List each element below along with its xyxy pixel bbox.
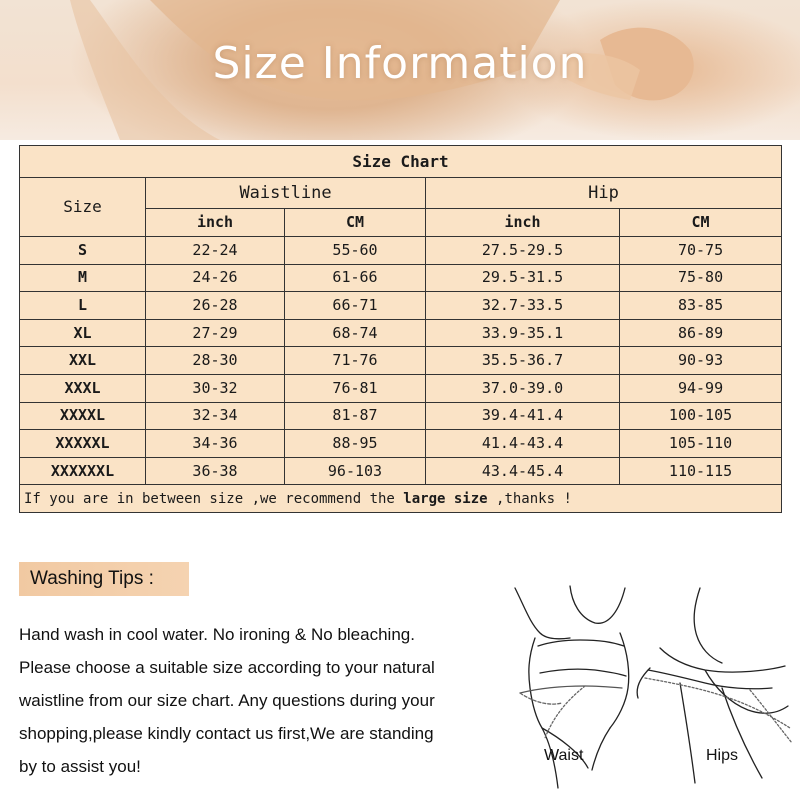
hip-inch-cell: 27.5-29.5 — [426, 237, 620, 265]
waist-cm-cell: 66-71 — [285, 292, 426, 320]
waist-inch-cell: 27-29 — [146, 319, 285, 347]
washing-line: Hand wash in cool water. No ironing & No bleaching. — [19, 625, 415, 644]
table-row — [20, 457, 782, 485]
hip-cm-cell: 86-89 — [620, 319, 782, 347]
waist-cm-cell: 81-87 — [285, 402, 426, 430]
hip-inch-cell: 39.4-41.4 — [426, 402, 620, 430]
size-cell: XXL — [20, 347, 146, 375]
note-suffix: ,thanks ! — [487, 490, 572, 507]
size-header: Size — [20, 178, 146, 237]
size-cell: XL — [20, 319, 146, 347]
table-row — [20, 292, 782, 320]
body-sketch — [500, 578, 800, 800]
size-cell: XXXXXXL — [20, 457, 146, 485]
waist-inch-cell: 24-26 — [146, 264, 285, 292]
size-note — [20, 485, 782, 513]
hip-cm-header: CM — [620, 209, 782, 237]
size-chart-table — [19, 145, 782, 513]
hip-inch-cell: 29.5-31.5 — [426, 264, 620, 292]
chart-title: Size Chart — [20, 146, 782, 178]
hip-cm-cell: 100-105 — [620, 402, 782, 430]
hip-cm-cell: 83-85 — [620, 292, 782, 320]
washing-line: Please choose a suitable size according to your natural — [19, 658, 435, 677]
measurement-diagram — [500, 578, 800, 800]
waist-inch-cell: 34-36 — [146, 430, 285, 458]
hip-cm-cell: 110-115 — [620, 457, 782, 485]
note-bold: large size — [403, 490, 488, 507]
hip-header: Hip — [426, 178, 782, 209]
waist-cm-cell: 61-66 — [285, 264, 426, 292]
washing-tips-label: Washing Tips : — [30, 568, 154, 589]
hip-cm-cell: 75-80 — [620, 264, 782, 292]
table-row — [20, 237, 782, 265]
size-cell: XXXXL — [20, 402, 146, 430]
waistline-header: Waistline — [146, 178, 426, 209]
banner-title: Size Information — [212, 38, 588, 89]
table-row — [20, 319, 782, 347]
header-banner — [0, 0, 800, 140]
size-cell: XXXL — [20, 374, 146, 402]
waist-inch-cell: 36-38 — [146, 457, 285, 485]
waist-cm-cell: 76-81 — [285, 374, 426, 402]
waist-inch-cell: 30-32 — [146, 374, 285, 402]
hip-inch-cell: 37.0-39.0 — [426, 374, 620, 402]
table-row — [20, 264, 782, 292]
size-cell: XXXXXL — [20, 430, 146, 458]
hip-inch-cell: 41.4-43.4 — [426, 430, 620, 458]
hip-cm-cell: 70-75 — [620, 237, 782, 265]
hip-inch-cell: 35.5-36.7 — [426, 347, 620, 375]
waist-cm-header: CM — [285, 209, 426, 237]
waist-cm-cell: 55-60 — [285, 237, 426, 265]
waist-cm-cell: 88-95 — [285, 430, 426, 458]
hips-label: Hips — [706, 747, 739, 764]
washing-line: by to assist you! — [19, 757, 141, 776]
waist-inch-header: inch — [146, 209, 285, 237]
washing-tips-text — [19, 618, 499, 783]
waist-cm-cell: 71-76 — [285, 347, 426, 375]
table-row — [20, 430, 782, 458]
size-cell: S — [20, 237, 146, 265]
size-cell: L — [20, 292, 146, 320]
hip-inch-cell: 32.7-33.5 — [426, 292, 620, 320]
waist-cm-cell: 68-74 — [285, 319, 426, 347]
washing-line: shopping,please kindly contact us first,We are standing — [19, 724, 434, 743]
hip-cm-cell: 105-110 — [620, 430, 782, 458]
hip-inch-header: inch — [426, 209, 620, 237]
hip-inch-cell: 43.4-45.4 — [426, 457, 620, 485]
table-row — [20, 402, 782, 430]
hip-inch-cell: 33.9-35.1 — [426, 319, 620, 347]
size-cell: M — [20, 264, 146, 292]
waist-label: Waist — [544, 747, 584, 764]
hip-cm-cell: 90-93 — [620, 347, 782, 375]
note-prefix: If you are in between size ,we recommend the — [24, 490, 404, 507]
hip-cm-cell: 94-99 — [620, 374, 782, 402]
table-row — [20, 374, 782, 402]
waist-cm-cell: 96-103 — [285, 457, 426, 485]
washing-line: waistline from our size chart. Any questions during your — [19, 691, 435, 710]
waist-inch-cell: 28-30 — [146, 347, 285, 375]
waist-inch-cell: 32-34 — [146, 402, 285, 430]
table-row — [20, 347, 782, 375]
waist-inch-cell: 26-28 — [146, 292, 285, 320]
waist-inch-cell: 22-24 — [146, 237, 285, 265]
